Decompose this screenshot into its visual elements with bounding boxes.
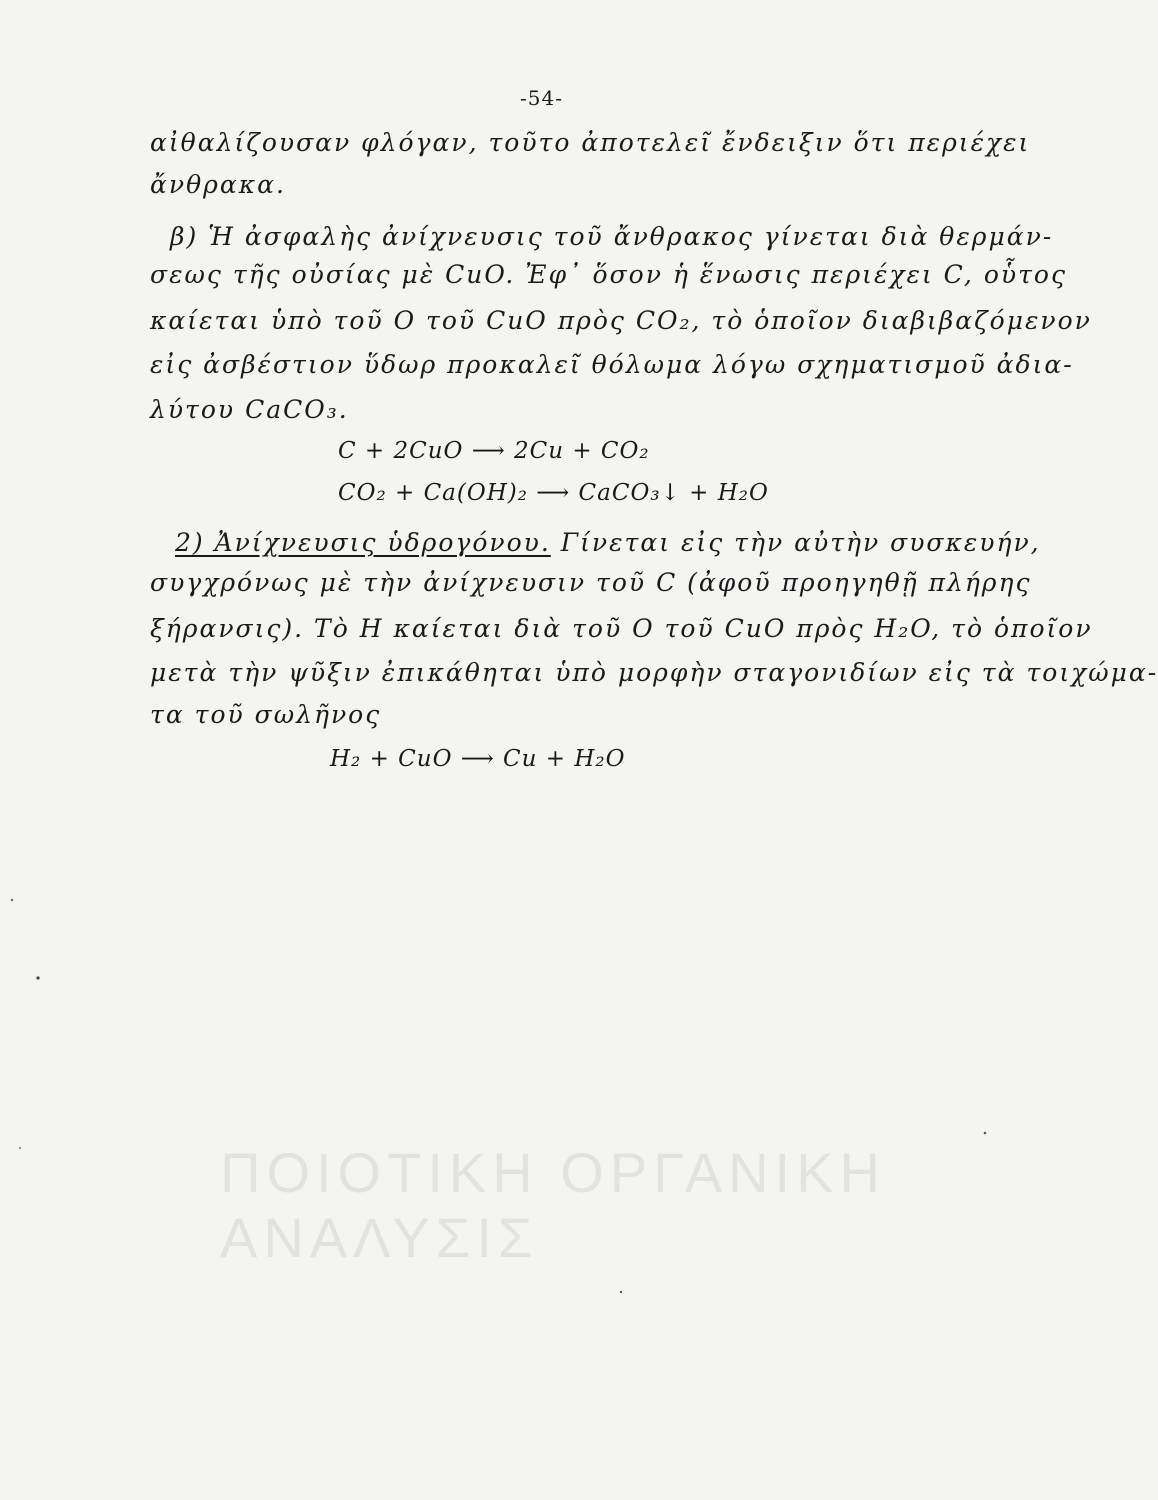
text-line: β) Ἡ ἀσφαλὴς ἀνίχνευσις τοῦ ἄνθρακος γίνεται διὰ θερμάν-: [170, 222, 1054, 251]
text-line: συγχρόνως μὲ τὴν ἀνίχνευσιν τοῦ C (ἀφοῦ προηγηθῇ πλήρης: [150, 568, 1032, 597]
text-line: σεως τῆς οὐσίας μὲ CuO. Ἐφ᾽ ὅσον ἡ ἕνωσις περιέχει C, οὗτος: [150, 260, 1067, 289]
text-span: Γίνεται εἰς τὴν αὐτὴν συσκευήν,: [560, 528, 1041, 557]
text-line: μετὰ τὴν ψῦξιν ἐπικάθηται ὑπὸ μορφὴν σταγονιδίων εἰς τὰ τοιχώμα-: [150, 658, 1158, 687]
bleed-through-title: ΠΟΙΟΤΙΚΗ ΟΡΓΑΝΙΚΗ ΑΝΑΛΥΣΙΣ: [220, 1141, 886, 1269]
section-heading: 2) Ἀνίχνευσις ὑδρογόνου.: [175, 528, 551, 557]
text-line: ἄνθρακα.: [150, 170, 286, 199]
equation-carbon-oxidation: C + 2CuO ⟶ 2Cu + CO₂: [338, 438, 650, 464]
equation-hydrogen-oxidation: H₂ + CuO ⟶ Cu + H₂O: [330, 746, 626, 772]
text-line: τα τοῦ σωλῆνος: [150, 700, 382, 729]
text-line: λύτου CaCO₃.: [150, 395, 349, 424]
text-line: καίεται ὑπὸ τοῦ O τοῦ CuO πρὸς CO₂, τὸ ὁποῖον διαβιβαζόμενον: [150, 306, 1092, 335]
equation-limewater: CO₂ + Ca(OH)₂ ⟶ CaCO₃↓ + H₂O: [338, 480, 769, 506]
page-number: -54-: [520, 86, 563, 110]
text-line: αἰθαλίζουσαν φλόγαν, τοῦτο ἀποτελεῖ ἔνδειξιν ὅτι περιέχει: [150, 128, 1031, 157]
text-line: εἰς ἀσβέστιον ὕδωρ προκαλεῖ θόλωμα λόγω σχηματισμοῦ ἀδια-: [150, 350, 1074, 379]
text-line: ξήρανσις). Τὸ H καίεται διὰ τοῦ O τοῦ CuO πρὸς H₂O, τὸ ὁποῖον: [150, 614, 1093, 643]
